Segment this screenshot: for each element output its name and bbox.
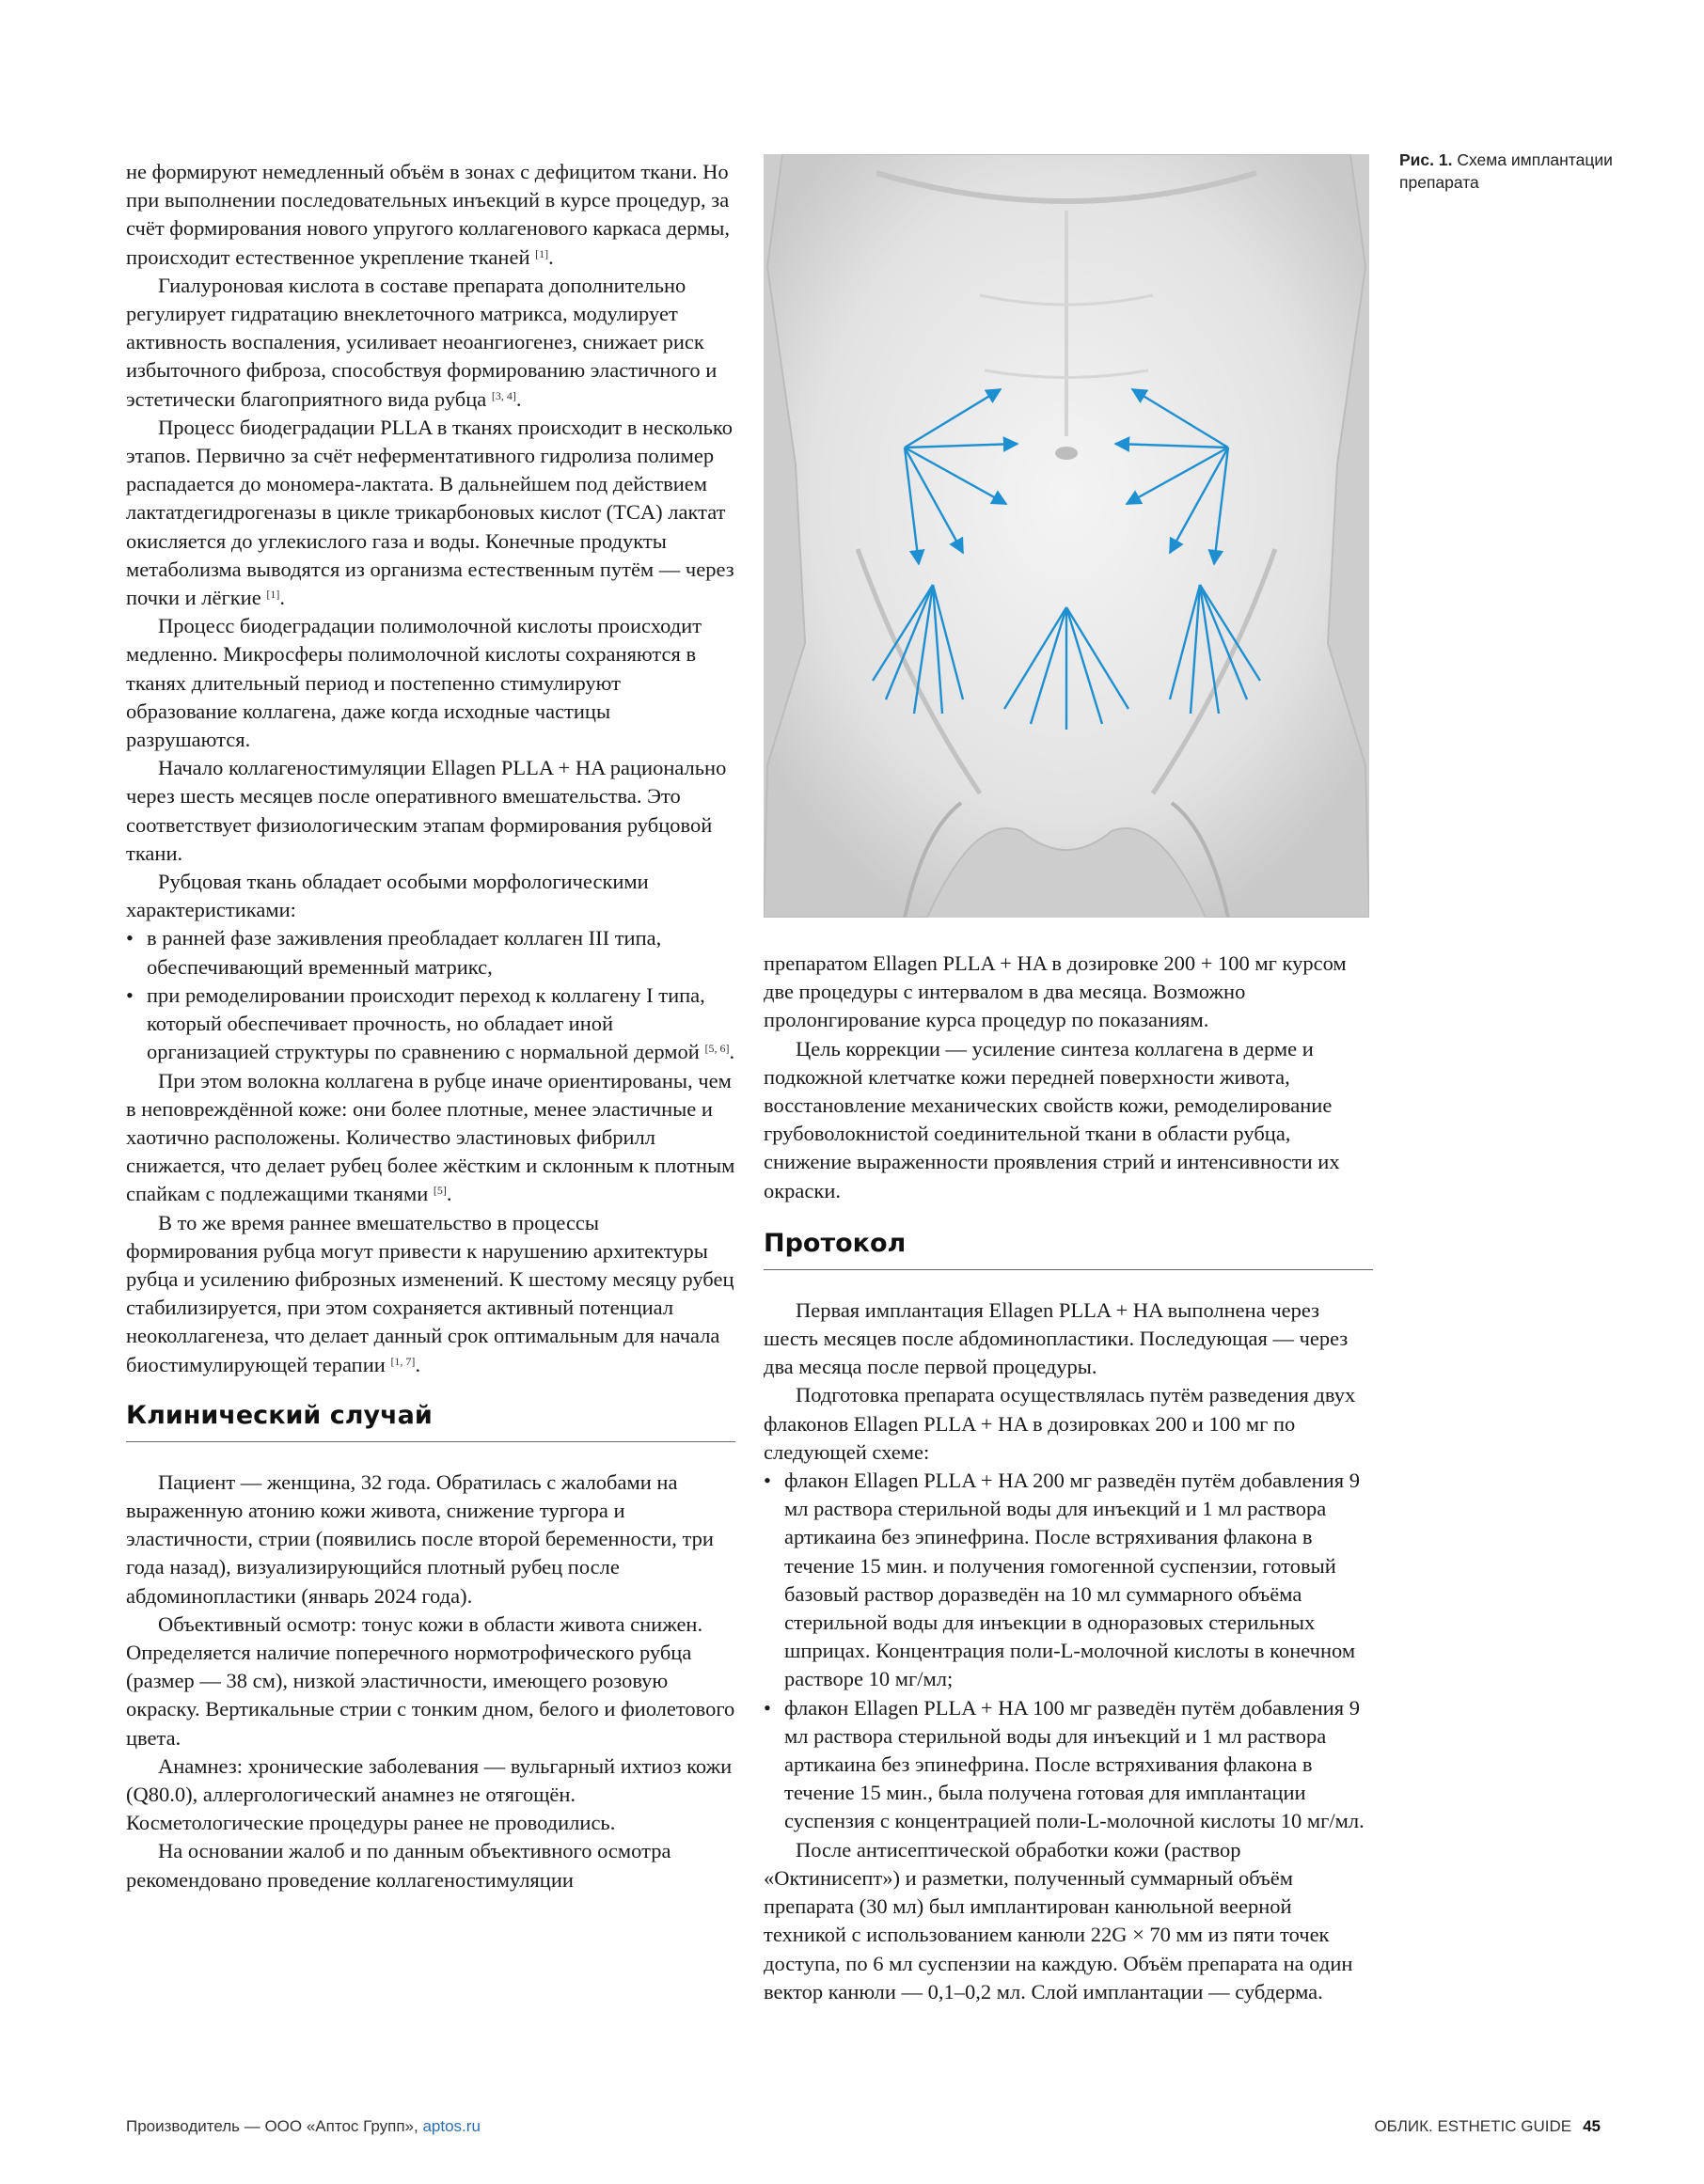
paragraph: Первая имплантация Ellagen PLLA + HA выполнена через шесть месяцев после абдоминопластики. Последующая — через два месяца после первой процедуры. bbox=[764, 1297, 1349, 1379]
page-number: 45 bbox=[1583, 2117, 1601, 2135]
citation[interactable]: [3, 4] bbox=[491, 388, 516, 402]
left-column bbox=[126, 158, 735, 1894]
right-column bbox=[764, 950, 1373, 2006]
paragraph: При этом волокна коллагена в рубце иначе ориентированы, чем в неповреждённой коже: они более плотные, менее эластичные и хаотично расположены. Количество эластиновых фибрилл снижается, что делает рубец более жёстким и склонным к плотным спайкам с подлежащими тканями [5]. bbox=[126, 1068, 735, 1206]
paragraph: Объективный осмотр: тонус кожи в области живота снижен. Определяется наличие поперечного нормотрофического рубца (размер — 38 см), низкой эластичности, имеющего розовую окраску. Вертикальные стрии с тонким дном, белого и фиолетового цвета. bbox=[126, 1611, 735, 1750]
journal-name: ОБЛИК. ESTHETIC GUIDE bbox=[1374, 2117, 1572, 2135]
paragraph: Пациент — женщина, 32 года. Обратилась с жалобами на выраженную атонию кожи живота, снижение тургора и эластичности, стрии (появились после второй беременности, три года назад), визуализирующийся плотный рубец после абдоминопластики (январь 2024 года). bbox=[126, 1469, 714, 1608]
section-heading-protocol: Протокол bbox=[764, 1228, 1373, 1270]
footer-manufacturer bbox=[126, 2117, 481, 2136]
section-heading-clinical-case: Клинический случай bbox=[126, 1400, 735, 1442]
list-item: • флакон Ellagen PLLA + HA 100 мг разведён путём добавления 9 мл раствора стерильной воды для инъекций и 1 мл раствора артикаина без эпинефрина. После встряхивания флакона в течение 15 мин., была получена готовая для имплантации суспензия с концентрацией поли-L-молочной кислоты 10 мг/мл. bbox=[764, 1694, 1373, 1836]
paragraph: Анамнез: хронические заболевания — вульгарный ихтиоз кожи (Q80.0), аллергологический анамнез не отягощён. Косметологические процедуры ранее не проводились. bbox=[126, 1753, 733, 1835]
manufacturer-text: Производитель — ООО «Аптос Групп», bbox=[126, 2117, 418, 2135]
caption-text: Схема имплантации препарата bbox=[1399, 150, 1613, 192]
bullet-list bbox=[126, 924, 735, 1066]
citation[interactable]: [1] bbox=[535, 246, 549, 260]
list-item: • флакон Ellagen PLLA + HA 200 мг разведён путём добавления 9 мл раствора стерильной воды для инъекций и 1 мл раствора артикаина без эпинефрина. После встряхивания флакона в течение 15 мин. и получения гомогенной суспензии, готовый базовый раствор доразведён на 10 мл суммарного объёма стерильной воды для инъекции в одноразовых стерильных шприцах. Концентрация поли-L-молочной кислоты в конечном растворе 10 мг/мл; bbox=[764, 1467, 1373, 1694]
bullet-list bbox=[764, 1467, 1373, 1836]
citation[interactable]: [1, 7] bbox=[390, 1354, 416, 1368]
figure-implantation-scheme bbox=[764, 154, 1369, 918]
paragraph: Процесс биодеградации PLLA в тканях происходит в несколько этапов. Первично за счёт неферментативного гидролиза полимер распадается до мономера-лактата. В дальнейшем под действием лактатдегидрогеназы в цикле трикарбоновых кислот (TCA) лактат окисляется до углекислого газа и воды. Конечные продукты метаболизма выводятся из организма естественным путём — через почки и лёгкие [1]. bbox=[126, 415, 734, 610]
manufacturer-link[interactable]: aptos.ru bbox=[422, 2117, 481, 2135]
paragraph: не формируют немедленный объём в зонах с дефицитом ткани. Но при выполнении последовательных инъекций в курсе процедур, за счёт формирования нового упругого коллагенового каркаса дермы, происходит естественное укрепление тканей [1]. bbox=[126, 160, 730, 269]
paragraph: Подготовка препарата осуществлялась путём разведения двух флаконов Ellagen PLLA + HA в дозировках 200 и 100 мг по следующей схеме: bbox=[764, 1383, 1356, 1464]
citation[interactable]: [1] bbox=[266, 588, 280, 602]
paragraph: После антисептической обработки кожи (раствор «Октинисепт») и разметки, полученный суммарный объём препарата (30 мл) был имплантирован канюльной веерной техникой с использованием канюли 22G × 70 мм из пяти точек доступа, по 6 мл суспензии на каждую. Объём препарата на один вектор канюли — 0,1–0,2 мл. Слой имплантации — субдерма. bbox=[764, 1837, 1353, 2003]
citation[interactable]: [5] bbox=[433, 1184, 447, 1198]
figure-caption bbox=[1399, 149, 1634, 194]
citation[interactable]: [5, 6] bbox=[704, 1042, 730, 1056]
paragraph: В то же время раннее вмешательство в процессы формирования рубца могут привести к нарушению архитектуры рубца и усилению фиброзных изменений. К шестому месяцу рубец стабилизируется, при этом сохраняется активный потенциал неоколлагенеза, что делает данный срок оптимальным для начала биостимулирующей терапии [1, 7]. bbox=[126, 1210, 734, 1376]
paragraph: Процесс биодеградации полимолочной кислоты происходит медленно. Микросферы полимолочной кислоты сохраняются в тканях длительный период и постепенно стимулируют образование коллагена, даже когда исходные частицы разрушаются. bbox=[126, 614, 702, 752]
paragraph: Начало коллагеностимуляции Ellagen PLLA + HA рационально через шесть месяцев после оперативного вмешательства. Это соответствует физиологическим этапам формирования рубцовой ткани. bbox=[126, 756, 727, 865]
paragraph: Гиалуроновая кислота в составе препарата дополнительно регулирует гидратацию внеклеточного матрикса, модулирует активность воспаления, усиливает неоангиогенез, снижает риск избыточного фиброза, способствуя формированию эластичного и эстетически благоприятного вида рубца [3, 4]. bbox=[126, 273, 718, 411]
paragraph: препаратом Ellagen PLLA + HA в дозировке 200 + 100 мг курсом две процедуры с интервалом в два месяца. Возможно пролонгирование курса процедур по показаниям. bbox=[764, 951, 1347, 1032]
paragraph: Рубцовая ткань обладает особыми морфологическими характеристиками: bbox=[126, 870, 649, 922]
list-item: • при ремоделировании происходит переход к коллагену I типа, который обеспечивает прочность, но обладает иной организацией структуры по сравнению с нормальной дермой [5, 6]. bbox=[126, 982, 735, 1067]
torso-illustration bbox=[764, 154, 1369, 918]
caption-label: Рис. 1. bbox=[1399, 150, 1453, 169]
list-item: • в ранней фазе заживления преобладает коллаген III типа, обеспечивающий временный матрикс, bbox=[126, 924, 735, 981]
paragraph: На основании жалоб и по данным объективного осмотра рекомендовано проведение коллагеностимуляции bbox=[126, 1839, 671, 1892]
paragraph: Цель коррекции — усиление синтеза коллагена в дерме и подкожной клетчатке кожи передней поверхности живота, восстановление механических свойств кожи, ремоделирование грубоволокнистой соединительной ткани в области рубца, снижение выраженности проявления стрий и интенсивности их окраски. bbox=[764, 1036, 1340, 1202]
footer-journal bbox=[1374, 2117, 1601, 2136]
